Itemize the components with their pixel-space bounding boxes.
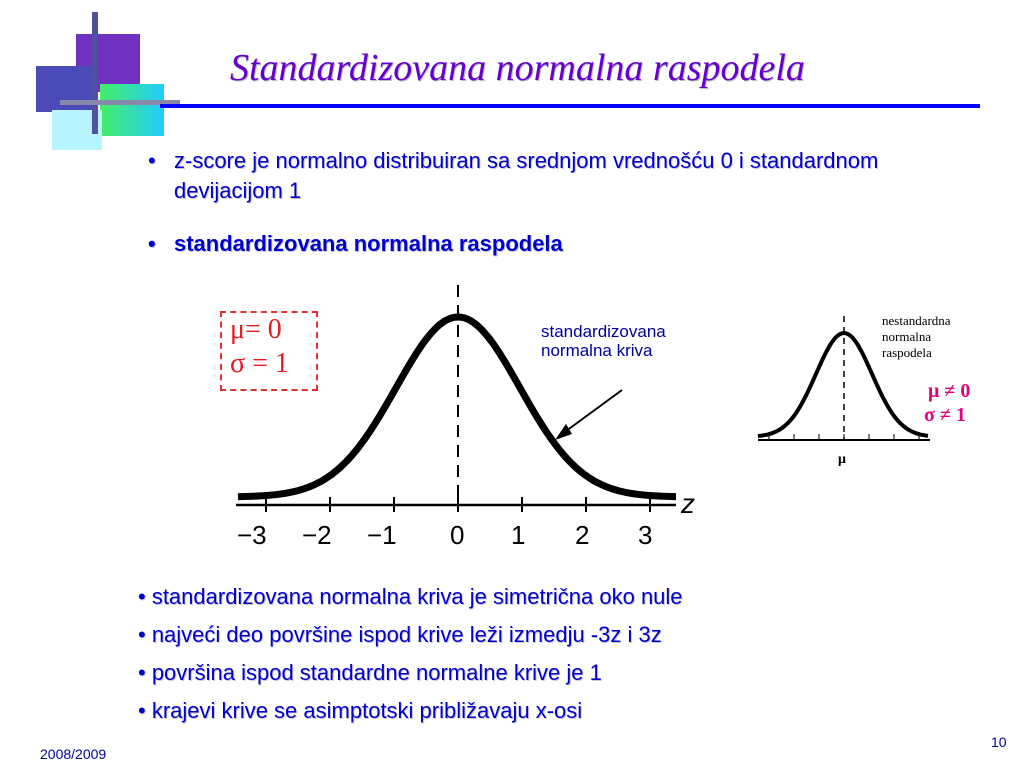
footer-year: 2008/2009 (40, 746, 107, 762)
tick-label: 0 (450, 520, 465, 550)
tick-label: 1 (511, 520, 526, 550)
page-number: 10 (991, 734, 1007, 750)
tick-label: 3 (638, 520, 653, 550)
bullet-dot: • (148, 148, 156, 173)
bullet-2-text: standardizovana normalna raspodela (174, 231, 563, 256)
curve-pointer-arrow (562, 390, 622, 434)
small-axis-mu: μ (838, 452, 846, 467)
sigma-param: σ = 1 (230, 348, 289, 379)
tick-label: −2 (302, 520, 332, 550)
sigma-not-one: σ ≠ 1 (924, 404, 966, 426)
bottom-bullet-3: • površina ispod standardne normalne krive je 1 (138, 660, 602, 685)
bullet-1-text: z-score je normalno distribuiran sa srednjom vrednošću 0 i standardnom devijacijom 1 (174, 148, 879, 203)
mu-not-zero: μ ≠ 0 (928, 380, 971, 402)
nonstandard-label: nestandardna normalna raspodela (882, 313, 951, 360)
bullet-dot: • (148, 231, 156, 256)
bottom-bullet-4: • krajevi krive se asimptotski približavaju x-osi (138, 698, 583, 723)
tick-label: −1 (367, 520, 397, 550)
slide-title: Standardizovana normalna raspodela (230, 47, 805, 89)
tick-label: −3 (237, 520, 267, 550)
bottom-bullet-1: • standardizovana normalna kriva je simetrična oko nule (138, 584, 683, 609)
arrow-head (555, 424, 572, 440)
mu-param: μ= 0 (230, 314, 282, 345)
bottom-bullet-2: • najveći deo površine ispod krive leži izmedju -3z i 3z (138, 622, 662, 647)
z-axis-label: z (681, 488, 695, 519)
curve-label: standardizovana normalna kriva (541, 322, 666, 360)
tick-label: 2 (575, 520, 590, 550)
